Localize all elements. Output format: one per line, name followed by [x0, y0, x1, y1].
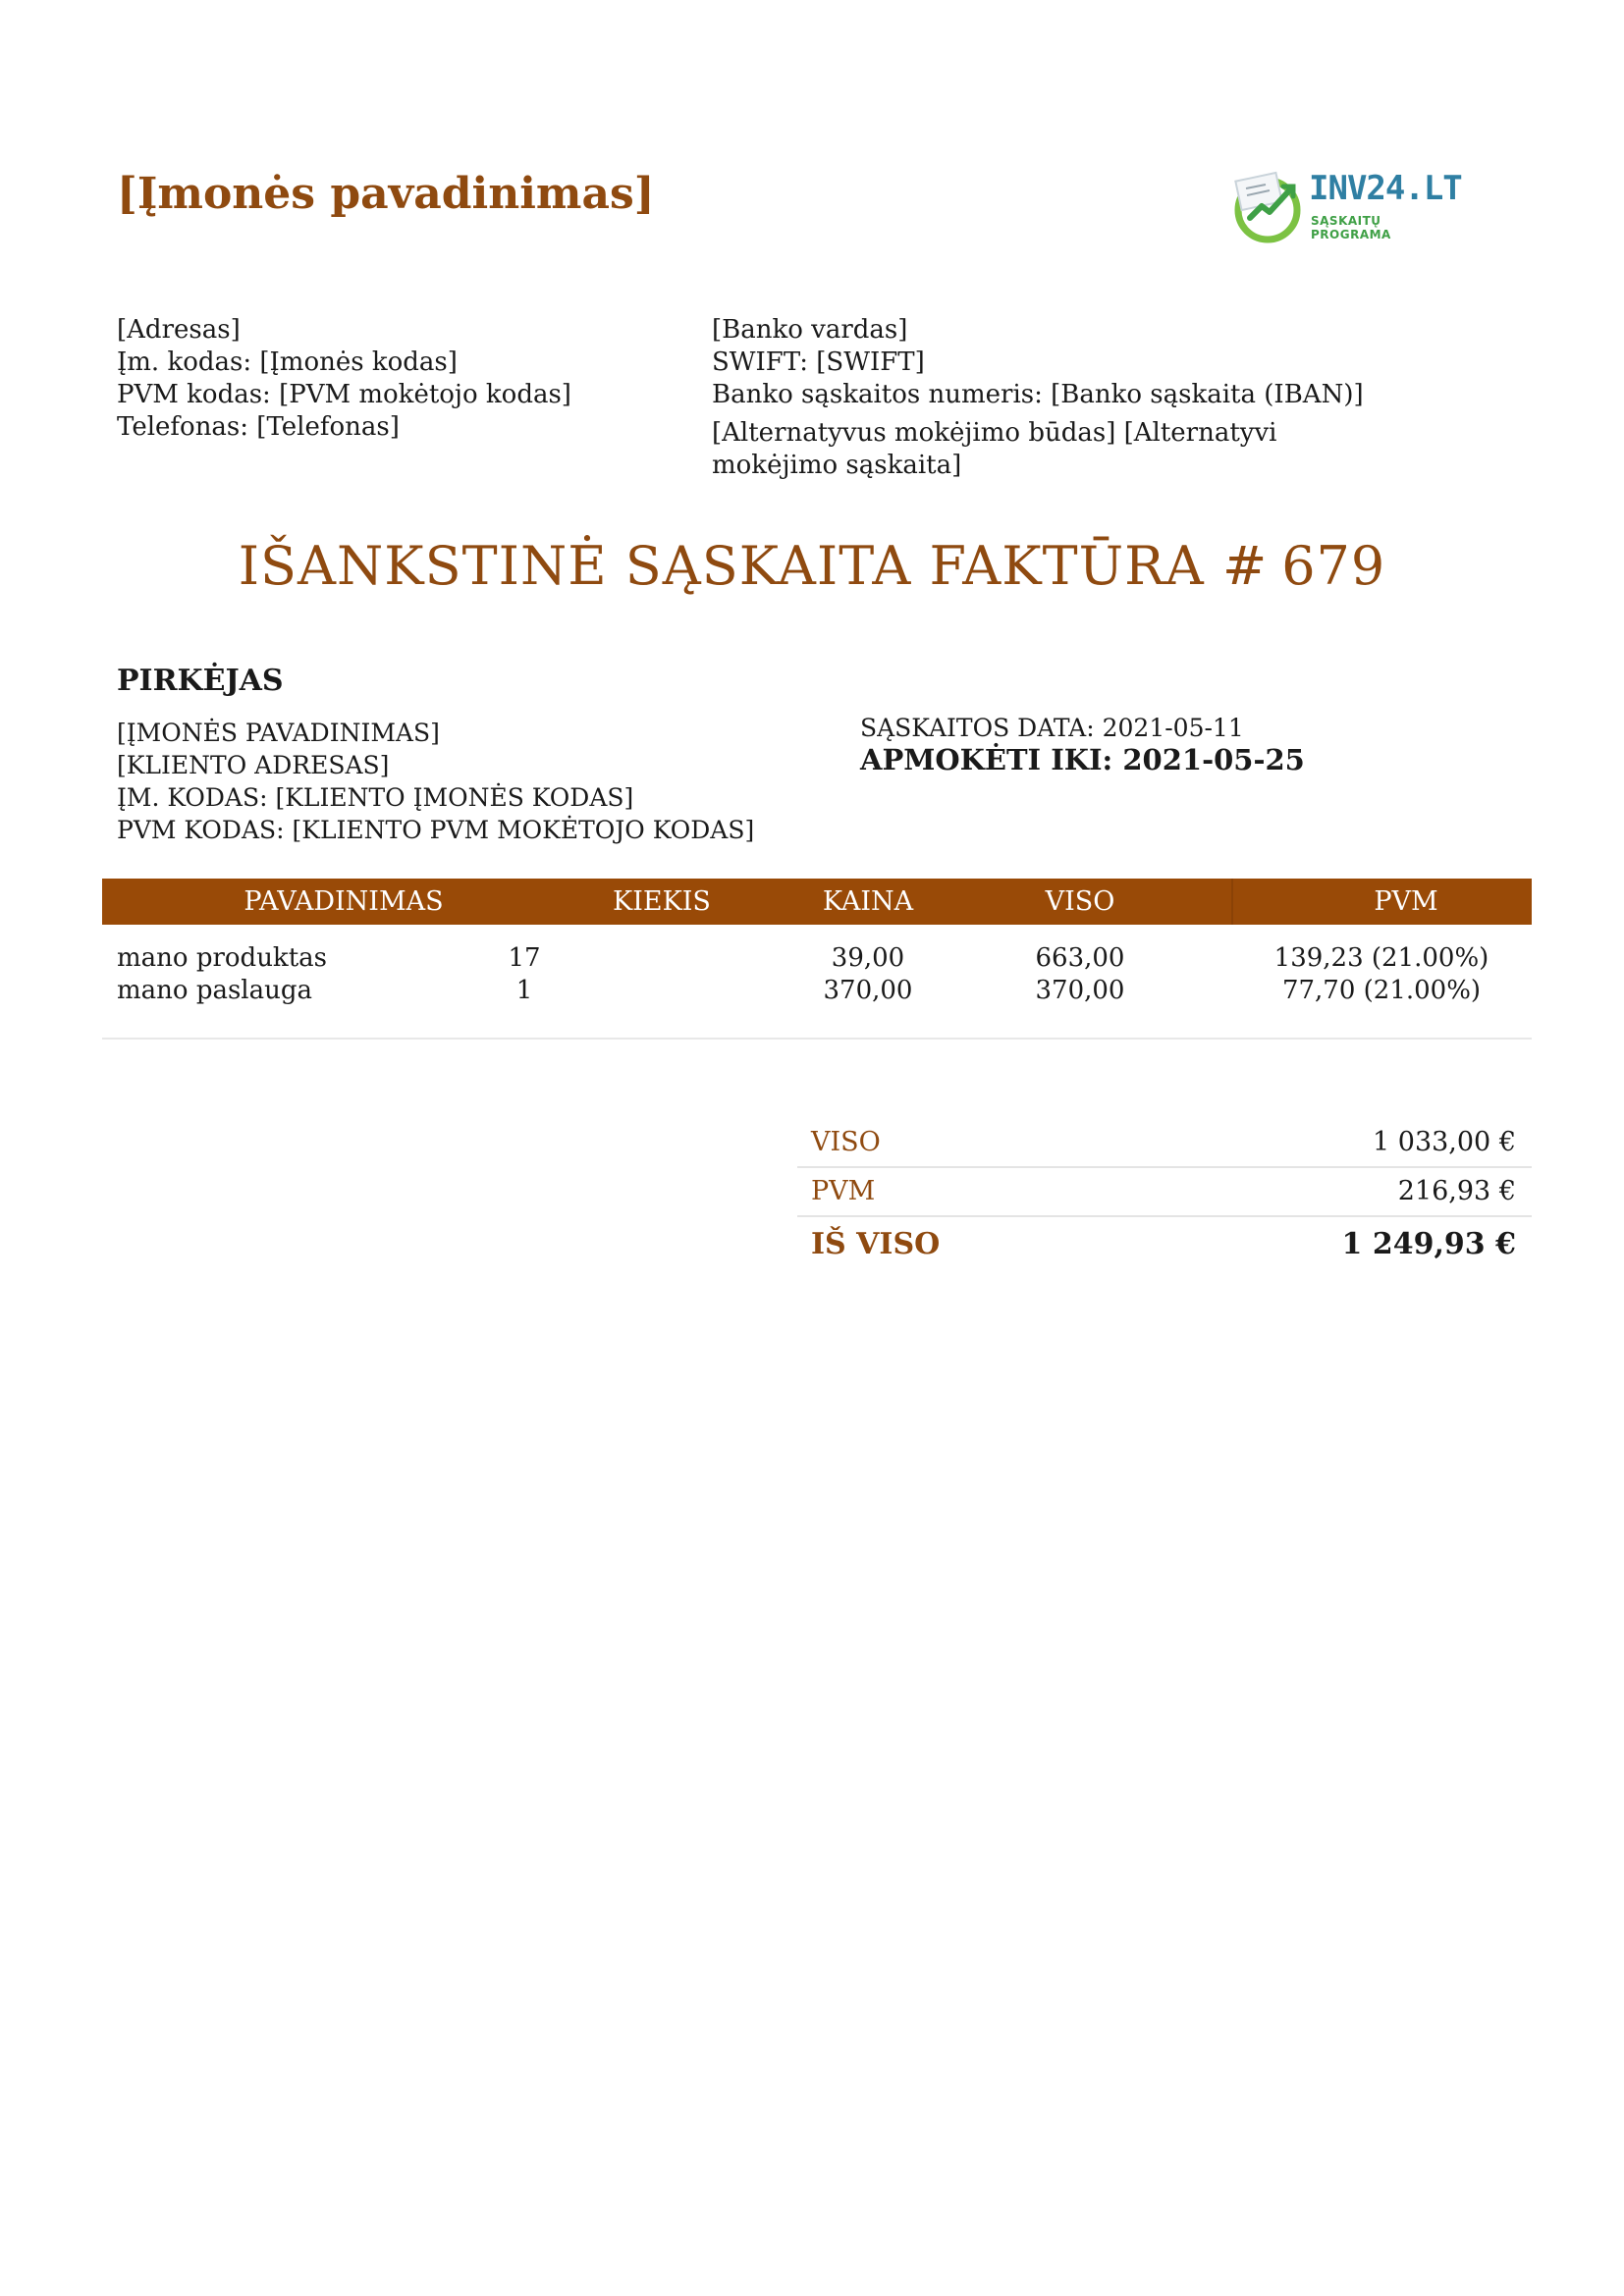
invoice-check-icon [1232, 167, 1303, 243]
invoice-number: 679 [1281, 535, 1386, 597]
row-vat: 77,70 (21.00%) [1281, 976, 1482, 1005]
vat-row [797, 1168, 1532, 1217]
buyer-address: [KLIENTO ADRESAS] [117, 751, 390, 779]
row-price: 370,00 [823, 976, 913, 1005]
buyer-company: [ĮMONĖS PAVADINIMAS] [117, 719, 440, 747]
invoice-date: SĄSKAITOS DATA: 2021-05-11 [860, 714, 1244, 742]
seller-vat-code: PVM kodas: [PVM mokėtojo kodas] [117, 380, 571, 409]
seller-phone: Telefonas: [Telefonas] [117, 412, 400, 442]
header-quantity: KIEKIS [613, 886, 711, 917]
vat-label: PVM [811, 1176, 876, 1206]
seller-company-name: [Įmonės pavadinimas] [117, 169, 655, 219]
seller-company-code: Įm. kodas: [Įmonės kodas] [117, 347, 458, 377]
buyer-details [117, 717, 754, 846]
invoice-due-date: APMOKĖTI IKI: 2021-05-25 [860, 743, 1305, 776]
row-quantity: 17 [508, 943, 541, 973]
header-divider [1231, 879, 1233, 925]
table-bottom-rule [102, 1038, 1532, 1040]
logo-text: INV24.LT [1309, 169, 1462, 208]
subtotal-label: VISO [811, 1127, 881, 1157]
alt-payment-line-2: mokėjimo sąskaita] [712, 451, 962, 480]
seller-address: [Adresas] [117, 315, 241, 345]
grand-total-row [797, 1217, 1532, 1270]
header-total: VISO [1045, 886, 1115, 917]
row-total: 663,00 [1035, 943, 1125, 973]
inv24-logo [1232, 167, 1462, 243]
bank-details [712, 314, 1364, 482]
vat-value: 216,93 € [1397, 1176, 1516, 1206]
grand-total-value: 1 249,93 € [1341, 1227, 1516, 1261]
buyer-heading: PIRKĖJAS [117, 664, 284, 698]
row-vat: 139,23 (21.00%) [1273, 943, 1489, 973]
logo-subtitle: SĄSKAITŲ PROGRAMA [1311, 214, 1391, 241]
header-vat: PVM [1374, 886, 1438, 917]
bank-swift: SWIFT: [SWIFT] [712, 347, 925, 377]
subtotal-row [797, 1119, 1532, 1168]
seller-details [117, 314, 571, 444]
totals-summary [797, 1119, 1532, 1270]
row-quantity: 1 [515, 976, 533, 1005]
invoice-title-text: IŠANKSTINĖ SĄSKAITA FAKTŪRA # [238, 535, 1269, 597]
buyer-vat-code: PVM KODAS: [KLIENTO PVM MOKĖTOJO KODAS] [117, 816, 755, 844]
grand-total-label: IŠ VISO [811, 1227, 941, 1261]
row-name: mano paslauga [117, 976, 313, 1005]
header-price: KAINA [822, 886, 914, 917]
bank-account: Banko sąskaitos numeris: [Banko sąskaita (IBAN)] [712, 380, 1364, 409]
items-table-header [102, 879, 1532, 925]
buyer-company-code: ĮM. KODAS: [KLIENTO ĮMONĖS KODAS] [117, 783, 634, 812]
row-total: 370,00 [1035, 976, 1125, 1005]
invoice-title [0, 535, 1624, 597]
header-name: PAVADINIMAS [244, 886, 444, 917]
row-name: mano produktas [117, 943, 327, 973]
row-price: 39,00 [831, 943, 905, 973]
subtotal-value: 1 033,00 € [1373, 1127, 1516, 1157]
invoice-dates [860, 712, 1305, 776]
alt-payment-line-1: [Alternatyvus mokėjimo būdas] [Alternatyvi [712, 418, 1277, 448]
bank-name: [Banko vardas] [712, 315, 908, 345]
